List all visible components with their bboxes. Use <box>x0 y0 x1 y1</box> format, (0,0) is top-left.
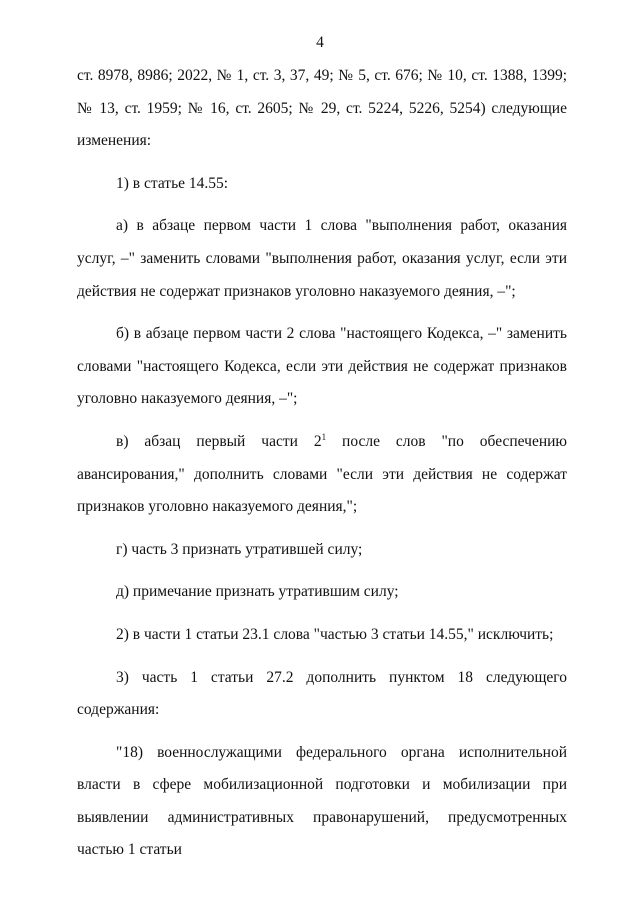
page-number: 4 <box>316 34 324 51</box>
paragraph-item-d: д) примечание признать утратившим силу; <box>116 583 399 601</box>
paragraph-continuation: ст. 8978, 8986; 2022, № 1, ст. 3, 37, 49; № 5, ст. 676; № 10, ст. 1388, 1399; № 13, ст. 1959; № 16, ст. 2605; № 29, ст. 5224, 5226, 5254) следующие изменения: <box>77 67 567 150</box>
paragraph-item-v-start: в) абзац первый части 2 <box>116 432 322 450</box>
paragraph-item-1: 1) в статье 14.55: <box>116 174 229 192</box>
document-body <box>77 60 567 867</box>
paragraph-item-v-end: после слов "по обеспечению авансирования," дополнить словами "если эти действия не содержат признаков уголовно наказуемого деяния,"; <box>77 432 567 516</box>
paragraph-item-a: а) в абзаце первом части 1 слова "выполнения работ, оказания услуг, –" заменить словами "выполнения работ, оказания услуг, если эти действия не содержат признаков уголовно наказуемого деяния, –"; <box>77 217 567 300</box>
superscript-1: 1 <box>321 431 327 442</box>
paragraph-item-b: б) в абзаце первом части 2 слова "настоящего Кодекса, –" заменить словами "настоящего Кодекса, если эти действия не содержат признаков уголовно наказуемого деяния, –"; <box>77 325 567 408</box>
paragraph-item-g: г) часть 3 признать утратившей силу; <box>116 540 363 558</box>
paragraph-item-v <box>77 426 567 524</box>
paragraph-item-2: 2) в части 1 статьи 23.1 слова "частью 3 статьи 14.55," исключить; <box>116 625 554 643</box>
paragraph-item-18: "18) военнослужащими федерального органа исполнительной власти в сфере мобилизационной подготовки и мобилизации при выявлении административных правонарушений, предусмотренных частью 1 статьи <box>77 743 567 859</box>
paragraph-item-3: 3) часть 1 статьи 27.2 дополнить пунктом 18 следующего содержания: <box>77 668 567 719</box>
